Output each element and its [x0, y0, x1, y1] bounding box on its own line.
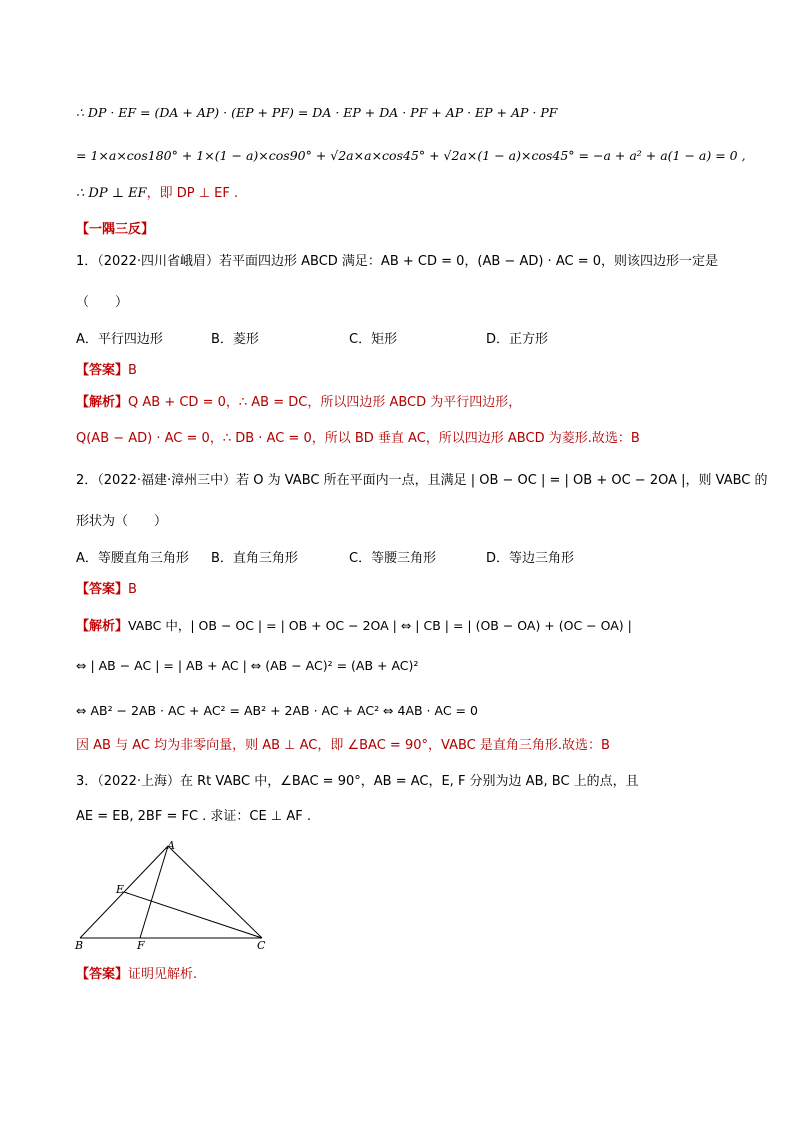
- equation-line-3: [76, 185, 238, 203]
- explanation-tag: 【解析】: [76, 394, 129, 409]
- explanation-2-line-4: 因 AB 与 AC 均为非零向量，则 AB ⊥ AC，即 ∠BAC = 90°，VABC 是直角三角形.故选：B: [76, 738, 610, 753]
- option-b: B．菱形: [211, 332, 259, 347]
- explanation-text: Q AB + CD = 0，∴ AB = DC，所以四边形 ABCD 为平行四边形，: [128, 395, 522, 410]
- question-1-paren: （ ）: [76, 295, 129, 310]
- question-1: 1．（2022·四川省峨眉）若平面四边形 ABCD 满足：AB + CD = 0，(AB − AD) · AC = 0，则该四边形一定是: [76, 254, 718, 269]
- label-f: F: [137, 939, 145, 952]
- explanation-2-line-3: ⇔ AB² − 2AB · AC + AC² = AB² + 2AB · AC + AC² ⇔ 4AB · AC = 0: [76, 703, 478, 718]
- conclusion-math: ∴ DP ⊥ EF: [76, 186, 147, 201]
- explanation-2-line-1: [76, 617, 632, 636]
- option-a: A．等腰直角三角形: [76, 551, 189, 566]
- option-a: A．平行四边形: [76, 332, 163, 347]
- explanation-tag: 【解析】: [76, 618, 129, 633]
- explanation-2-line-2: ⇔ | AB − AC | = | AB + AC | ⇔ (AB − AC)² = (AB + AC)²: [76, 658, 419, 673]
- answer-2: [76, 580, 137, 599]
- label-a: A: [167, 839, 175, 852]
- answer-tag: 【答案】: [76, 362, 129, 377]
- label-c: C: [257, 939, 266, 952]
- question-3-line-2: AE = EB, 2BF = FC . 求证：CE ⊥ AF .: [76, 809, 311, 824]
- question-3: 3．（2022·上海）在 Rt VABC 中，∠BAC = 90°，AB = AC，E, F 分别为边 AB, BC 上的点，且: [76, 774, 639, 789]
- option-d: D．正方形: [486, 332, 549, 347]
- question-2-paren: 形状为（ ）: [76, 514, 168, 529]
- answer-value: B: [128, 582, 137, 597]
- option-d: D．等边三角形: [486, 551, 575, 566]
- segment-af: [140, 846, 168, 938]
- option-c: C．等腰三角形: [349, 551, 437, 566]
- answer-3: [76, 965, 197, 984]
- option-c: C．矩形: [349, 332, 398, 347]
- label-e: E: [116, 883, 125, 896]
- answer-tag: 【答案】: [76, 581, 129, 596]
- option-b: B．直角三角形: [211, 551, 298, 566]
- equation-line-2: = 1×a×cos180° + 1×(1 − a)×cos90° + √2a×a×cos45° + √2a×(1 − a)×cos45° = −a + a² + a(1 − a) = 0 ,: [76, 148, 746, 163]
- answer-value: B: [128, 363, 137, 378]
- side-ac: [168, 846, 262, 938]
- equation-line-1: ∴ DP · EF = (DA + AP) · (EP + PF) = DA · EP + DA · PF + AP · EP + AP · PF: [76, 105, 558, 120]
- answer-value: 证明见解析.: [128, 967, 198, 982]
- answer-1: [76, 361, 137, 380]
- conclusion-text: ，即 DP ⊥ EF .: [146, 186, 239, 201]
- section-heading: 【一隅三反】: [76, 221, 155, 236]
- explanation-text: VABC 中，| OB − OC | = | OB + OC − 2OA | ⇔ | CB | = | (OB − OA) + (OC − OA) |: [128, 618, 632, 633]
- question-2: 2．（2022·福建·漳州三中）若 O 为 VABC 所在平面内一点，且满足 | OB − OC | = | OB + OC − 2OA |，则 VABC 的: [76, 473, 768, 488]
- label-b: B: [75, 939, 84, 952]
- explanation-1-line-1: [76, 393, 521, 412]
- explanation-1-line-2: Q(AB − AD) · AC = 0，∴ DB · AC = 0，所以 BD 垂直 AC，所以四边形 ABCD 为菱形.故选：B: [76, 431, 640, 446]
- segment-ce: [124, 892, 262, 938]
- answer-tag: 【答案】: [76, 966, 129, 981]
- triangle-figure: [70, 838, 280, 953]
